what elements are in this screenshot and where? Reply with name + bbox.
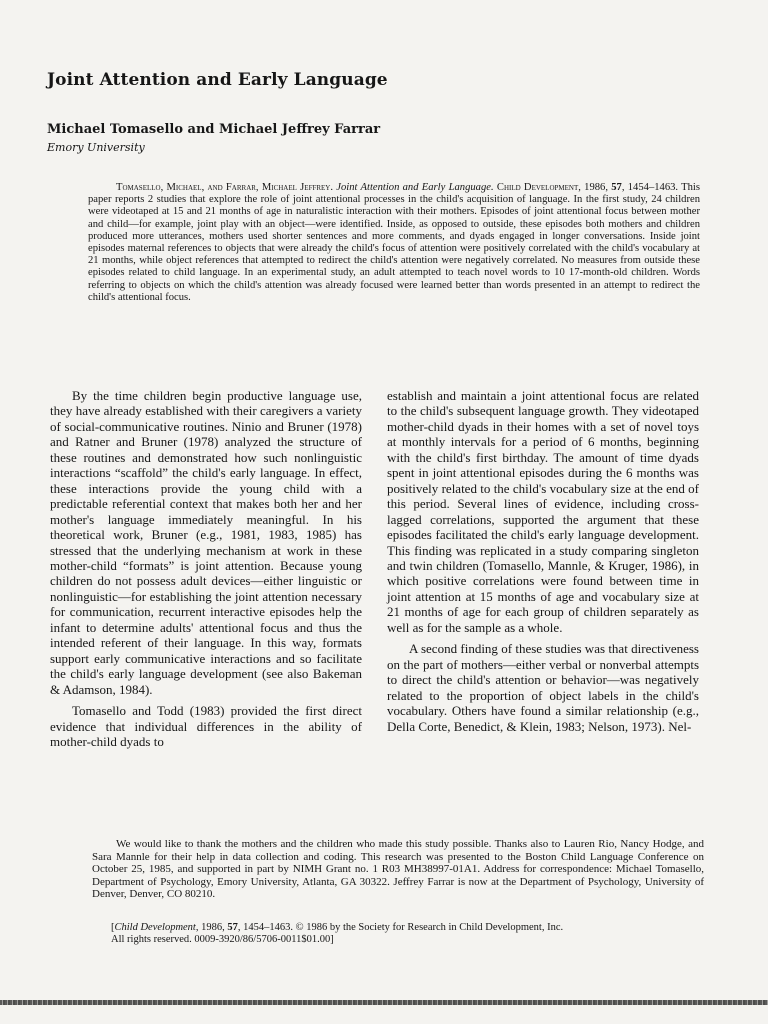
- abstract-body: This paper reports 2 studies that explore the role of joint attentional processes in the child's acquisition of language. In the first study, 24 children were videotaped at 15 and 21 months of age in naturalistic interaction with their mothers. Episodes of joint attentional focus between mother and child—for example, joint play with an object—were identified. Inside, as opposed to outside, these episodes both mothers and children produced more utterances, mothers used shorter sentences and more comments, and dyads engaged in longer conversations. Inside joint episodes maternal references to objects that were already the child's focus of attention were positively correlated with the child's vocabulary at 21 months, while object references that attempted to redirect the child's attention were negatively correlated. No measures from outside these episodes related to child language. In an experimental study, an adult attempted to teach novel words to 10 17-month-old children. Words referring to objects on which the child's attention was already focused were learned better than words presented in an attempt to redirect the child's attentional focus.: [88, 182, 700, 303]
- abstract-pages: , 1454–1463.: [621, 182, 679, 193]
- article-title: Joint Attention and Early Language: [47, 70, 388, 90]
- abstract-year: , 1986,: [578, 182, 612, 193]
- copyright-volume: 57: [227, 922, 238, 933]
- body-paragraph: By the time children begin productive language use, they have already established with their caregivers a variety of social-communicative routines. Ninio and Bruner (1978) and Ratner and Bruner (1978) analyzed the structure of these routines and demonstrated how such nonlinguistic interactions “scaffold” the child's early language. In effect, these interactions provide the young child with a predictable referential context that makes both her and her mother's language immediately meaningful. In his theoretical work, Bruner (e.g., 1981, 1983, 1985) has stressed that the underlying mechanism at work in these mother-child “formats” is joint attention. Because young children do not possess adult devices—either linguistic or nonlinguistic—for establishing the joint attention necessary for communication, recurrent interactive episodes help the infant to determine adults' attentional focus and thus the intended referent of their language. In this way, formats support early communicative interactions and so facilitate the child's early language development (see also Bakeman & Adamson, 1984).: [50, 388, 362, 697]
- abstract-paragraph: [88, 182, 700, 304]
- copyright-rest: , 1454–1463. © 1986 by the Society for Research in Child Development, Inc.: [237, 922, 564, 933]
- abstract: [88, 182, 700, 304]
- footnote-paragraph: We would like to thank the mothers and the children who made this study possible. Thanks also to Lauren Rio, Nancy Hodge, and Sara Mannle for their help in data collection and coding. This research was presented to the Boston Child Language Conference on October 25, 1985, and supported in part by NIMH Grant no. 1 R03 MH38997-01A1. Address for correspondence: Michael Tomasello, Department of Psychology, Emory University, Atlanta, GA 30322. Jeffrey Farrar is now at the Department of Psychology, University of Denver, Denver, CO 80210.: [92, 838, 704, 901]
- acknowledgment-footnote: [92, 838, 704, 901]
- body-paragraph: A second finding of these studies was that directiveness on the part of mothers—either verbal or nonverbal attempts to direct the child's attention or behavior—was negatively related to the proportion of object labels in the child's vocabulary. Others have found a similar relationship (e.g., Della Corte, Benedict, & Klein, 1983; Nelson, 1973). Nel-: [387, 641, 699, 734]
- abstract-volume: 57: [611, 182, 622, 193]
- abstract-citation-title: Joint Attention and Early Language.: [336, 182, 494, 193]
- body-paragraph: Tomasello and Todd (1983) provided the first direct evidence that individual differences in the ability of mother-child dyads to: [50, 703, 362, 749]
- body-paragraph: establish and maintain a joint attentional focus are related to the child's subsequent language growth. They videotaped mother-child dyads in their homes with a set of novel toys at monthly intervals for a period of 6 months, beginning with the child's first birthday. The amount of time dyads spent in joint attentional episodes during the 6 months was positively related to the child's vocabulary size at the end of this period. Several lines of evidence, including cross-lagged correlations, supported the argument that these episodes facilitated the child's early language development. This finding was replicated in a study comparing singleton and twin children (Tomasello, Mannle, & Kruger, 1986), in which positive correlations were found between time in joint attention at 15 months of age and vocabulary size at 21 months of age for each group of children separately as well as for the sample as a whole.: [387, 388, 699, 635]
- scan-bottom-edge: [0, 1000, 768, 1005]
- author-affiliation: Emory University: [47, 141, 145, 154]
- copyright-year: , 1986,: [195, 922, 228, 933]
- body-column-right: [387, 388, 699, 740]
- body-column-left: [50, 388, 362, 755]
- abstract-journal: Child Development: [496, 182, 579, 193]
- abstract-citation-names: Tomasello, Michael, and Farrar, Michael Jeffrey.: [116, 182, 334, 193]
- copyright-line-1: [111, 922, 701, 934]
- copyright-line-2: All rights reserved. 0009-3920/86/5706-0011$01.00]: [111, 934, 334, 946]
- article-authors: Michael Tomasello and Michael Jeffrey Farrar: [47, 122, 381, 137]
- open-bracket: [: [111, 922, 115, 933]
- copyright-notice: [111, 922, 701, 947]
- copyright-journal: Child Development: [114, 922, 196, 933]
